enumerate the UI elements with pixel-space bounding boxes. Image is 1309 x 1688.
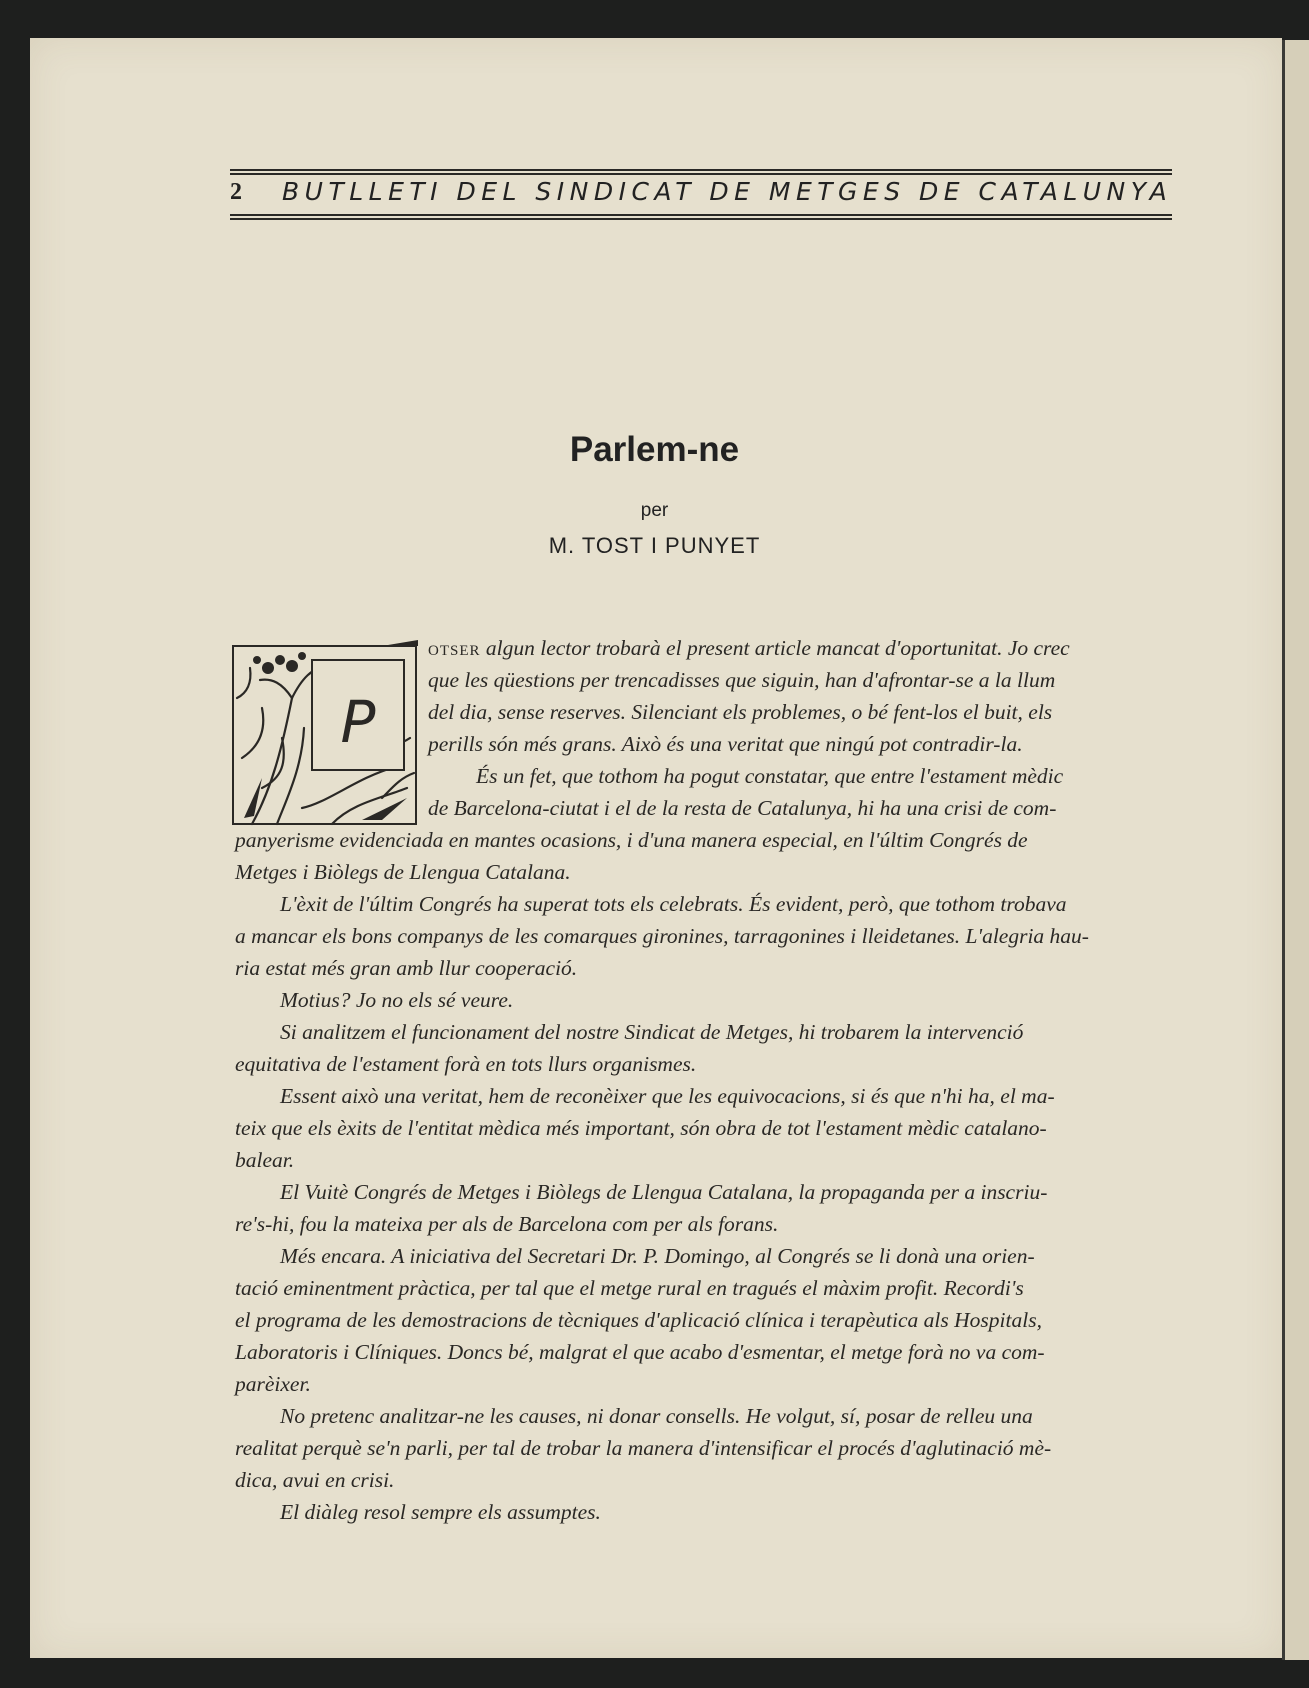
body-line: re's-hi, fou la mateixa per als de Barcelona com per als forans. xyxy=(235,1212,779,1236)
body-line: del dia, sense reserves. Silenciant els problemes, o bé fent-los el buit, els xyxy=(428,700,1053,724)
body-line: balear. xyxy=(235,1148,295,1172)
drop-cap-ornament xyxy=(232,638,420,828)
body-line: de Barcelona-ciutat i el de la resta de Catalunya, hi ha una crisi de com- xyxy=(428,796,1057,820)
body-line: el programa de les demostracions de tècniques d'aplicació clínica i terapèutica als Hospitals, xyxy=(235,1308,1042,1332)
header-rule xyxy=(230,218,1172,220)
body-line: teix que els èxits de l'entitat mèdica més important, són obra de tot l'estament mèdic catalano- xyxy=(235,1116,1047,1140)
article-title: Parlem-ne xyxy=(569,430,740,469)
body-line-text: algun lector trobarà el present article mancat d'oportunitat. Jo crec xyxy=(485,636,1070,660)
body-line: panyerisme evidenciada en mantes ocasions, i d'una manera especial, en l'últim Congrés de xyxy=(235,828,1028,852)
body-line: parèixer. xyxy=(235,1372,311,1396)
body-line: Essent això una veritat, hem de reconèixer que les equivocacions, si és que n'hi ha, el ma- xyxy=(280,1084,1055,1108)
header-rule xyxy=(230,169,1172,171)
body-line: dica, avui en crisi. xyxy=(235,1468,395,1492)
article-byline: per xyxy=(640,500,669,521)
header-rule xyxy=(230,214,1172,216)
body-line: Laboratoris i Clíniques. Doncs bé, malgrat el que acabo d'esmentar, el metge forà no va com- xyxy=(235,1340,1045,1364)
body-line: És un fet, que tothom ha pogut constatar, que entre l'estament mèdic xyxy=(476,764,1064,788)
article-author: M. TOST I PUNYET xyxy=(548,533,761,558)
body-line: L'èxit de l'últim Congrés ha superat tots els celebrats. És evident, però, que tothom trobava xyxy=(280,892,1067,916)
body-line: Motius? Jo no els sé veure. xyxy=(280,988,514,1012)
running-header xyxy=(230,163,1172,225)
body-line: perills són més grans. Això és una veritat que ningú pot contradir-la. xyxy=(428,732,1023,756)
page-number: 2 xyxy=(230,179,242,205)
body-line: El diàleg resol sempre els assumptes. xyxy=(280,1500,601,1524)
body-line: Si analitzem el funcionament del nostre Sindicat de Metges, hi trobarem la intervenció xyxy=(280,1020,1024,1044)
journal-title: BUTLLETI DEL SINDICAT DE METGES DE CATALUNYA xyxy=(282,177,1173,206)
body-line: No pretenc analitzar-ne les causes, ni donar consells. He volgut, sí, posar de relleu una xyxy=(280,1404,1033,1428)
body-line: tació eminentment pràctica, per tal que el metge rural en tragués el màxim profit. Recordi's xyxy=(235,1276,1024,1300)
body-line: Metges i Biòlegs de Llengua Catalana. xyxy=(235,860,571,884)
body-line: que les qüestions per trencadisses que siguin, han d'afrontar-se a la llum xyxy=(428,668,1056,692)
body-line: a mancar els bons companys de les comarques gironines, tarragonines i lleidetanes. L'alegria hau- xyxy=(235,924,1089,948)
body-line: realitat perquè se'n parli, per tal de trobar la manera d'intensificar el procés d'aglutinació mè- xyxy=(235,1436,1052,1460)
body-line: Més encara. A iniciativa del Secretari Dr. P. Domingo, al Congrés se li donà una orien- xyxy=(280,1244,1035,1268)
drop-cap-word-rest: OTSER xyxy=(428,643,481,659)
adjacent-page-edge xyxy=(1282,40,1309,1660)
drop-cap-letter: P xyxy=(340,688,376,756)
body-line: ria estat més gran amb llur cooperació. xyxy=(235,956,578,980)
body-line: equitativa de l'estament forà en tots llurs organismes. xyxy=(235,1052,697,1076)
body-line: El Vuitè Congrés de Metges i Biòlegs de Llengua Catalana, la propaganda per a inscriu- xyxy=(280,1180,1048,1204)
body-line xyxy=(428,636,1070,661)
header-rule xyxy=(230,173,1172,175)
